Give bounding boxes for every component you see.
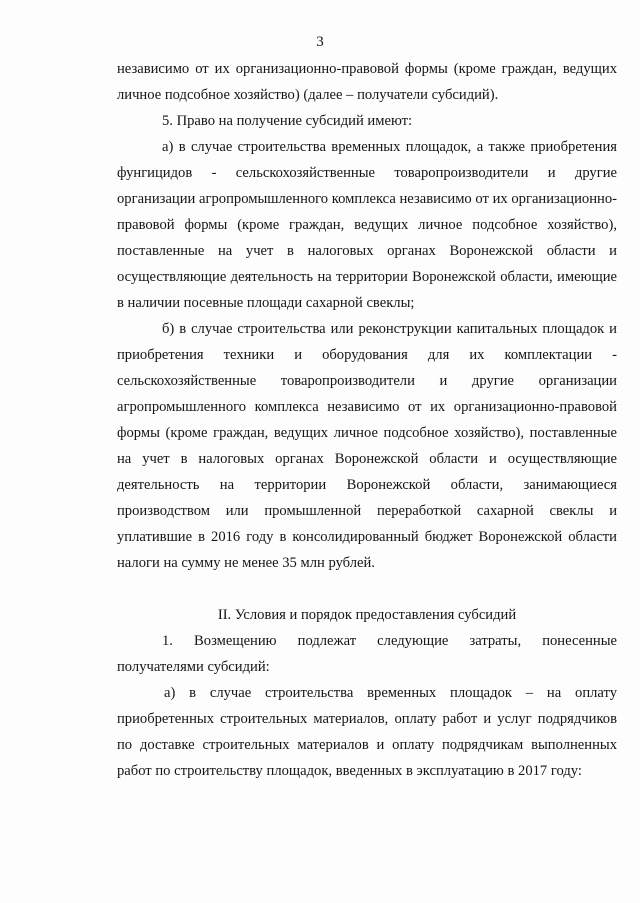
section-spacer — [117, 576, 617, 602]
paragraph-clause-2-1a: а) в случае строительства временных площадок – на оплату приобретенных строительных материалов, оплату работ и услуг подрядчиков по доставке строительных материалов и оплату подрядчикам выполненных работ по строительству площадок, введенных в эксплуатацию в 2017 году: — [117, 685, 617, 779]
page-number: 3 — [316, 34, 324, 50]
paragraph-clause-5: 5. Право на получение субсидий имеют: — [162, 113, 413, 129]
paragraph-clause-5b: б) в случае строительства или реконструкции капитальных площадок и приобретения техники и оборудования для их комплектации - сельскохозяйственные товаропроизводители и другие организации агропромышленного комплекса независимо от их организационно-правовой формы (кроме граждан, ведущих личное подсобное хозяйство), поставленные на учет в налоговых органах Воронежской области и осуществляющие деятельность на территории Воронежской области, занимающиеся производством или промышленной переработкой сахарной свеклы и уплатившие в 2016 году в консолидированный бюджет Воронежской области налоги на сумму не менее 35 млн рублей. — [117, 321, 617, 571]
paragraph-clause-5a: а) в случае строительства временных площадок, а также приобретения фунгицидов - сельскохозяйственные товаропроизводители и другие организации агропромышленного комплекса независимо от их организационно-правовой формы (кроме граждан, ведущих личное подсобное хозяйство), поставленные на учет в налоговых органах Воронежской области и осуществляющие деятельность на территории Воронежской области, имеющие в наличии посевные площади сахарной свеклы; — [117, 139, 617, 311]
document-body — [117, 56, 617, 784]
section-heading: II. Условия и порядок предоставления субсидий — [217, 607, 517, 623]
paragraph-continuation: независимо от их организационно-правовой формы (кроме граждан, ведущих личное подсобное хозяйство) (далее – получатели субсидий). — [117, 61, 617, 103]
paragraph-clause-2-1: 1. Возмещению подлежат следующие затраты, понесенные получателями субсидий: — [117, 633, 617, 675]
